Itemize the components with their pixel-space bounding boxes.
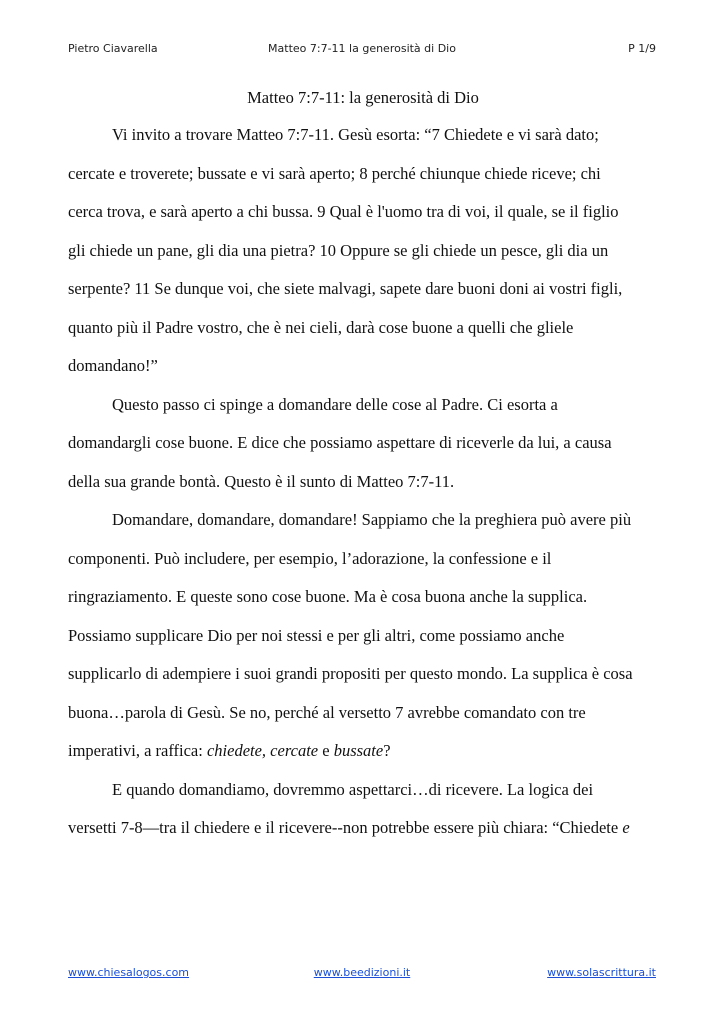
header-document-title: Matteo 7:7-11 la generosità di Dio <box>268 42 456 55</box>
page-header <box>68 42 656 58</box>
text-line <box>68 655 658 694</box>
text-run: Vi invito a trovare Matteo 7:7-11. Gesù esorta: “7 Chiedete e vi sarà dato; <box>112 125 599 144</box>
page-footer <box>68 966 656 982</box>
text-line <box>68 347 658 386</box>
text-line <box>68 155 658 194</box>
text-run: ? <box>383 741 391 760</box>
emphasis-text: chiedete, cercate <box>206 741 319 760</box>
text-line <box>68 116 658 155</box>
text-run: versetti 7-8—tra il chiedere e il ricevere--non potrebbe essere più chiara: “Chiedete <box>68 818 623 837</box>
text-run: cercate e troverete; bussate e vi sarà aperto; 8 perché chiunque chiede riceve; chi <box>68 163 601 183</box>
footer-link-chiesalogos[interactable]: www.chiesalogos.com <box>68 966 190 979</box>
footer-link-beedizioni[interactable]: www.beedizioni.it <box>313 966 411 979</box>
text-run: imperativi, a raffica: <box>68 741 207 760</box>
text-run: e <box>318 741 334 760</box>
text-run: E quando domandiamo, dovremmo aspettarci…di ricevere. La logica dei <box>112 779 594 799</box>
text-line <box>68 270 658 309</box>
text-run: quanto più il Padre vostro, che è nei cieli, darà cose buone a quelli che gliele <box>68 317 574 337</box>
text-line <box>68 694 658 733</box>
header-page-number: P 1/9 <box>628 42 656 55</box>
text-run: gli chiede un pane, gli dia una pietra? 10 Oppure se gli chiede un pesce, gli dia un <box>68 240 609 260</box>
text-run: della sua grande bontà. Questo è il sunto di Matteo 7:7-11. <box>68 471 455 491</box>
text-line <box>68 463 658 502</box>
text-run: Questo passo ci spinge a domandare delle cose al Padre. Ci esorta a <box>112 394 558 414</box>
text-run: serpente? 11 Se dunque voi, che siete malvagi, sapete dare buoni doni ai vostri figli, <box>68 279 623 298</box>
text-line <box>68 771 658 810</box>
document-body <box>68 84 658 848</box>
text-run: domandargli cose buone. E dice che possiamo aspettare di riceverle da lui, a causa <box>68 433 612 452</box>
text-line <box>68 732 658 771</box>
text-line <box>68 578 658 617</box>
text-line <box>68 617 658 656</box>
document-title: Matteo 7:7-11: la generosità di Dio <box>247 88 479 107</box>
text-run: supplicarlo di adempiere i suoi grandi propositi per questo mondo. La supplica è cosa <box>68 664 633 683</box>
text-line <box>68 309 658 348</box>
text-run: Domandare, domandare, domandare! Sappiamo che la preghiera può avere più <box>112 510 632 529</box>
text-line <box>68 501 658 540</box>
text-line <box>68 424 658 463</box>
text-run: domandano!” <box>68 356 158 375</box>
emphasis-text: e <box>622 818 630 837</box>
text-line <box>68 232 658 271</box>
text-run: ringraziamento. E queste sono cose buone. Ma è cosa buona anche la supplica. <box>68 587 588 606</box>
text-run: cerca trova, e sarà aperto a chi bussa. 9 Qual è l'uomo tra di voi, il quale, se il figlio <box>68 202 619 221</box>
body-text <box>68 116 658 848</box>
text-line <box>68 386 658 425</box>
text-run: buona…parola di Gesù. Se no, perché al versetto 7 avrebbe comandato con tre <box>68 702 586 722</box>
text-run: componenti. Può includere, per esempio, l’adorazione, la confessione e il <box>68 548 552 568</box>
text-line <box>68 540 658 579</box>
emphasis-text: bussate <box>333 741 384 760</box>
text-line <box>68 193 658 232</box>
text-line <box>68 809 658 848</box>
footer-link-solascrittura[interactable]: www.solascrittura.it <box>547 966 656 979</box>
header-author: Pietro Ciavarella <box>68 42 158 55</box>
text-run: Possiamo supplicare Dio per noi stessi e per gli altri, come possiamo anche <box>68 625 565 645</box>
